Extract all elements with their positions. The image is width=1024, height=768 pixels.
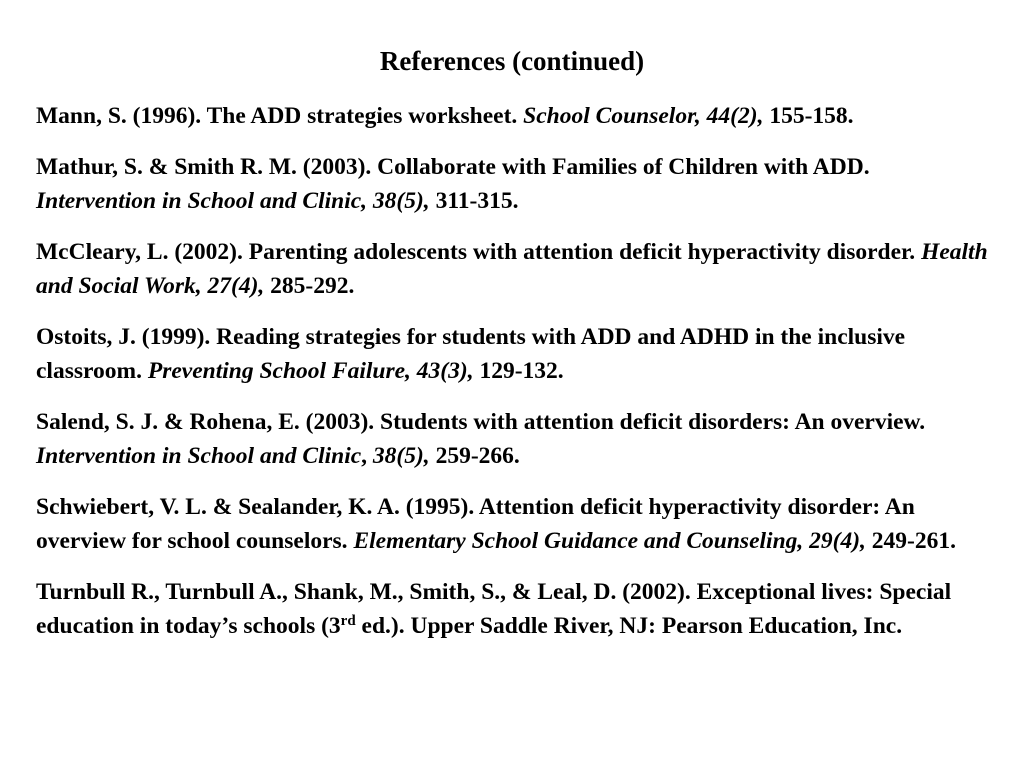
reference-authors-title: Mann, S. (1996). The ADD strategies worksheet. [36, 103, 524, 129]
reference-list [36, 99, 994, 643]
reference-item [36, 575, 994, 643]
reference-item [36, 490, 994, 558]
reference-pages: 129-132. [473, 358, 564, 384]
reference-pages: 155-158. [763, 103, 854, 129]
reference-authors-title: Mathur, S. & Smith R. M. (2003). Collaborate with Families of Children with ADD. [36, 154, 870, 180]
reference-authors-title: McCleary, L. (2002). Parenting adolescents with attention deficit hyperactivity disorder. [36, 239, 922, 265]
reference-source: Intervention in School and Clinic, 38(5), [36, 188, 430, 214]
ordinal-superscript: rd [340, 613, 356, 629]
reference-item [36, 150, 994, 218]
reference-volume: 38(5), [372, 443, 430, 469]
page-title: References (continued) [379, 46, 645, 76]
reference-text-continued: ed.). Upper Saddle River, NJ: Pearson Education, Inc. [355, 613, 903, 639]
reference-source: School Counselor, 44(2), [523, 103, 764, 129]
reference-source: Preventing School Failure, 43(3), [147, 358, 474, 384]
reference-authors-title: Salend, S. J. & Rohena, E. (2003). Students with attention deficit disorders: An overview. [36, 409, 926, 435]
reference-separator: , [361, 443, 373, 469]
reference-source: Intervention in School and Clinic [36, 443, 362, 469]
reference-authors-title: Ostoits, J. (1999). Reading strategies for students with ADD and ADHD in the inclusive classroom. [36, 324, 906, 384]
reference-pages: 259-266. [429, 443, 520, 469]
reference-source: Elementary School Guidance and Counseling, 29(4), [353, 528, 866, 554]
reference-pages: 311-315. [429, 188, 519, 214]
reference-pages: 285-292. [264, 273, 355, 299]
reference-item [36, 405, 994, 473]
reference-pages: 249-261. [865, 528, 956, 554]
reference-item [36, 235, 994, 303]
reference-text: Turnbull R., Turnbull A., Shank, M., Smith, S., & Leal, D. (2002). Exceptional lives: Special education in today’s schools (3 [36, 579, 952, 639]
reference-item [36, 320, 994, 388]
reference-item [36, 99, 994, 133]
reference-source: Health and Social Work, 27(4), [36, 239, 988, 299]
reference-authors-title: Schwiebert, V. L. & Sealander, K. A. (1995). Attention deficit hyperactivity disorder: An overview for school counselors. [36, 494, 915, 554]
